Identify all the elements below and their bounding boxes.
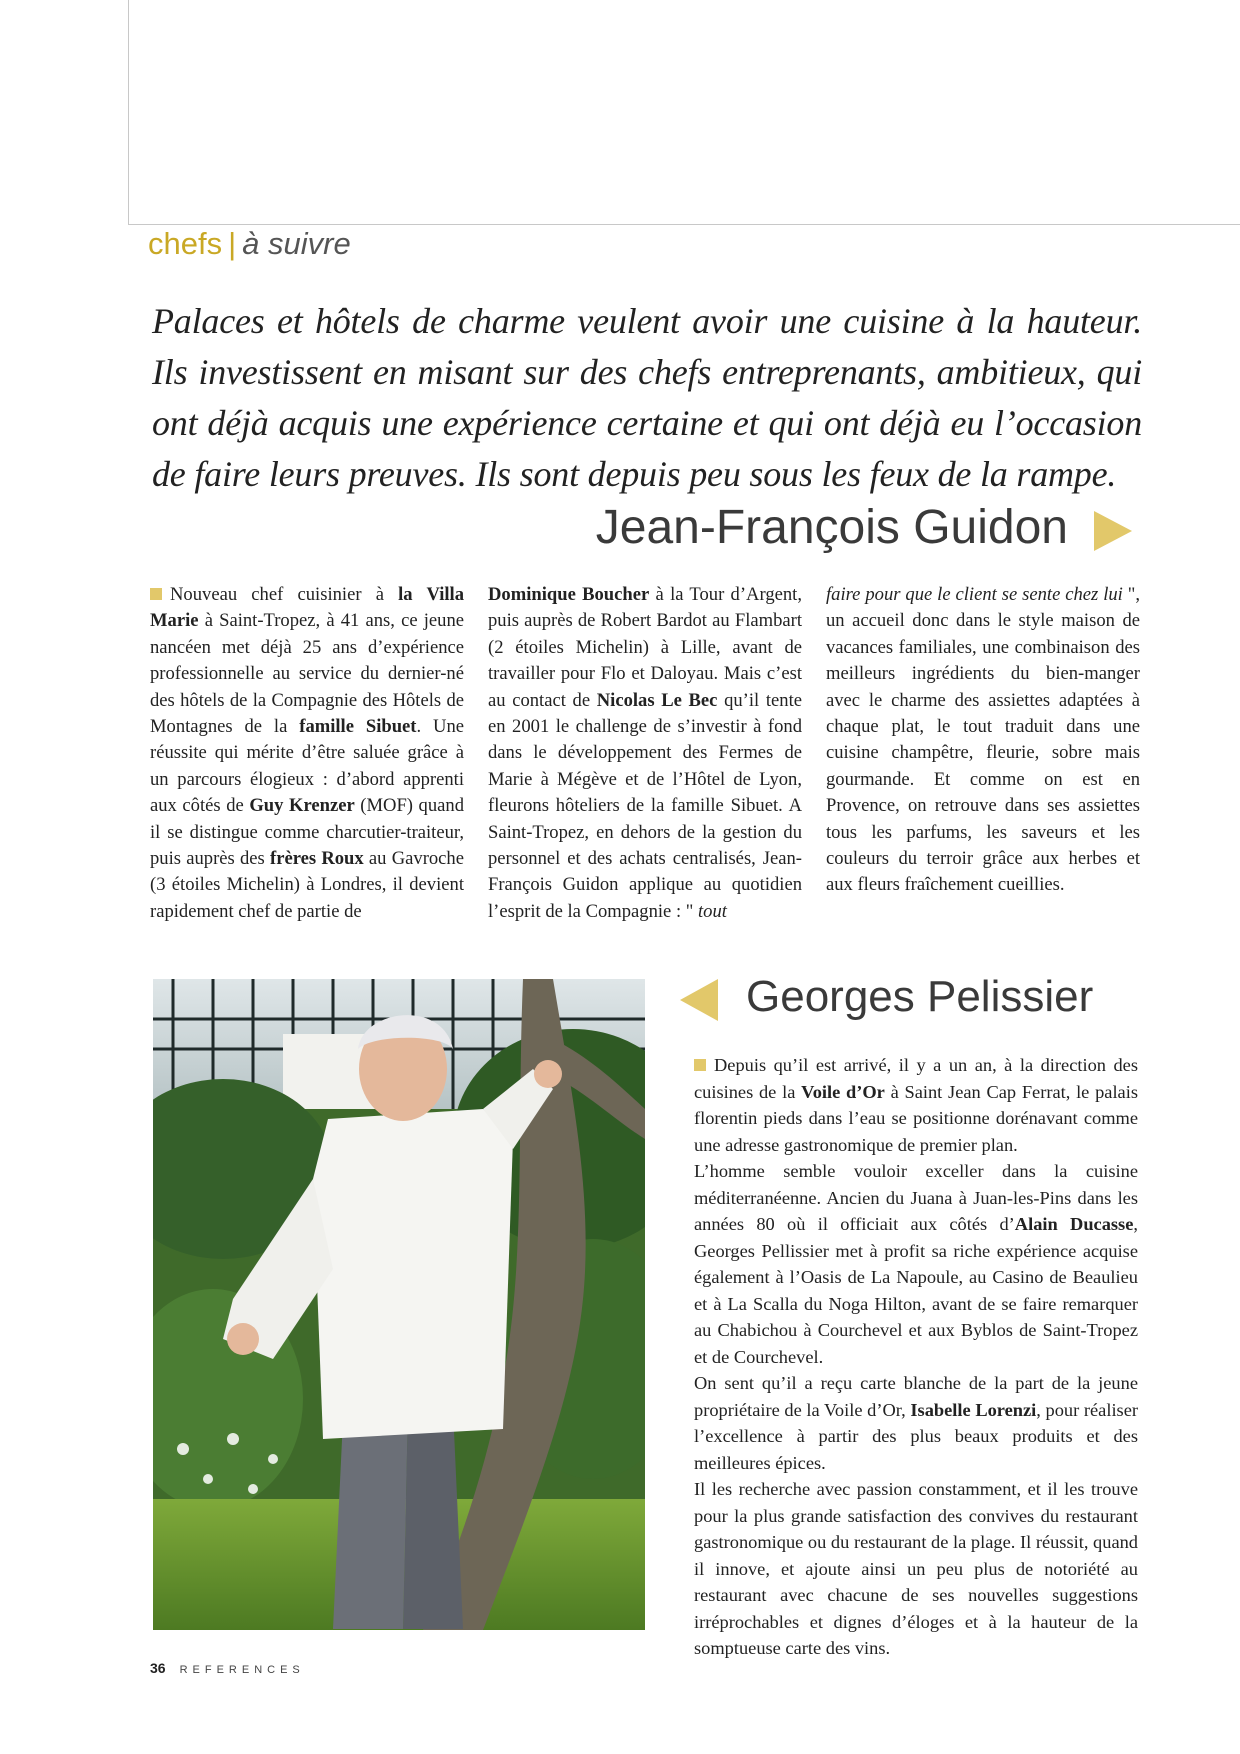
publication-name: REFERENCES xyxy=(179,1664,305,1676)
page-footer xyxy=(150,1660,305,1678)
page-number: 36 xyxy=(150,1660,166,1676)
chef1-column-2: Dominique Boucher à la Tour d’Argent, puis auprès de Robert Bardot au Flambart (2 étoiles Michelin) à Lille, avant de travailler pour Flo et Daloyau. Mais c’est au contact de Nicolas Le Bec qu’il tente en 2001 le challenge de s’investir à fond dans le développement des Fermes de Marie à Mégève et de l’Hôtel de Lyon, fleurons hôteliers de la famille Sibuet. A Saint-Tropez, en dehors de la gestion du personnel et des achats centralisés, Jean-François Guidon applique au quotidien l’esprit de la Compagnie : " tout xyxy=(488,584,802,922)
section-label xyxy=(148,226,351,262)
square-bullet-icon xyxy=(150,588,162,600)
chef2-photo xyxy=(153,979,645,1630)
chef2-name: Georges Pelissier xyxy=(746,972,1094,1021)
chef1-column-1: Nouveau chef cuisinier à la Villa Marie à Saint-Tropez, à 41 ans, ce jeune nancéen met déjà 25 ans d’expérience professionnelle au service du dernier-né des hôtels de la Compagnie des Hôtels de Montagnes de la famille Sibuet. Une réussite qui mérite d’être saluée grâce à un parcours élogieux : d’abord apprenti aux côtés de Guy Krenzer (MOF) quand il se distingue comme charcutier-traiteur, puis auprès des frères Roux au Gavroche (3 étoiles Michelin) à Londres, il devient rapidement chef de partie de xyxy=(150,584,465,922)
chef1-name: Jean-François Guidon xyxy=(595,501,1068,554)
horizontal-rule xyxy=(128,224,1240,225)
chef1-column-3: faire pour que le client se sente chez lui ", un accueil donc dans le style maison de vacances familiales, une combinaison des meilleurs ingrédients du bien-manger avec le charme des assiettes adaptées à chaque plat, le tout traduit dans une cuisine champêtre, fleurie, sobre mais gourmande. Et comme on est en Provence, on retrouve dans ses assiettes tous les parfums, les saveurs et les couleurs du terroir grâce aux herbes et aux fleurs fraîchement cueillies. xyxy=(826,584,1141,896)
chef2-column: Depuis qu’il est arrivé, il y a un an, à la direction des cuisines de la Voile d’Or à Saint Jean Cap Ferrat, le palais florentin pieds dans l’eau se positionne dorénavant comme une adresse gastronomique de premier plan. L’homme semble vouloir exceller dans la cuisine méditerranéenne. Ancien du Juana à Juan-les-Pins dans les années 80 où il officiait aux côtés d’Alain Ducasse, Georges Pellissier met à profit sa riche expérience acquise également à l’Oasis de La Napoule, au Casino de Beaulieu et à La Scalla du Noga Hilton, avant de se faire remarquer au Chabichou à Courchevel et aux Byblos de Saint-Tropez et de Courchevel. On sent qu’il a reçu carte blanche de la part de la jeune propriétaire de la Voile d’Or, Isabelle Lorenzi, pour réaliser l’excellence à partir des plus beaux produits et des meilleures épices. Il les recherche avec passion constamment, et il les trouve pour la plus grande satisfaction des convives du restaurant gastronomique ou du restaurant de la plage. Il réussit, quand il innove, et ajoute ainsi un peu plus de notoriété au restaurant avec chacune de ses nouvelles suggestions irréprochables et dignes d’éloges et à la hauteur de la somptueuse carte des vins. xyxy=(694,1055,1138,1658)
vertical-rule xyxy=(128,0,129,224)
section-separator: | xyxy=(228,226,237,261)
section-subcategory: à suivre xyxy=(242,226,351,261)
section-category: chefs xyxy=(148,226,223,261)
intro-paragraph: Palaces et hôtels de charme veulent avoir une cuisine à la hauteur. Ils investissent en misant sur des chefs entreprenants, ambitieux, qui ont déjà acquis une expérience certaine et qui ont déjà eu l’occasion de faire leurs preuves. Ils sont depuis peu sous les feux de la rampe. xyxy=(152,301,1142,494)
arrow-left-icon xyxy=(680,979,718,1021)
arrow-right-icon xyxy=(1094,511,1132,551)
square-bullet-icon xyxy=(694,1059,706,1071)
